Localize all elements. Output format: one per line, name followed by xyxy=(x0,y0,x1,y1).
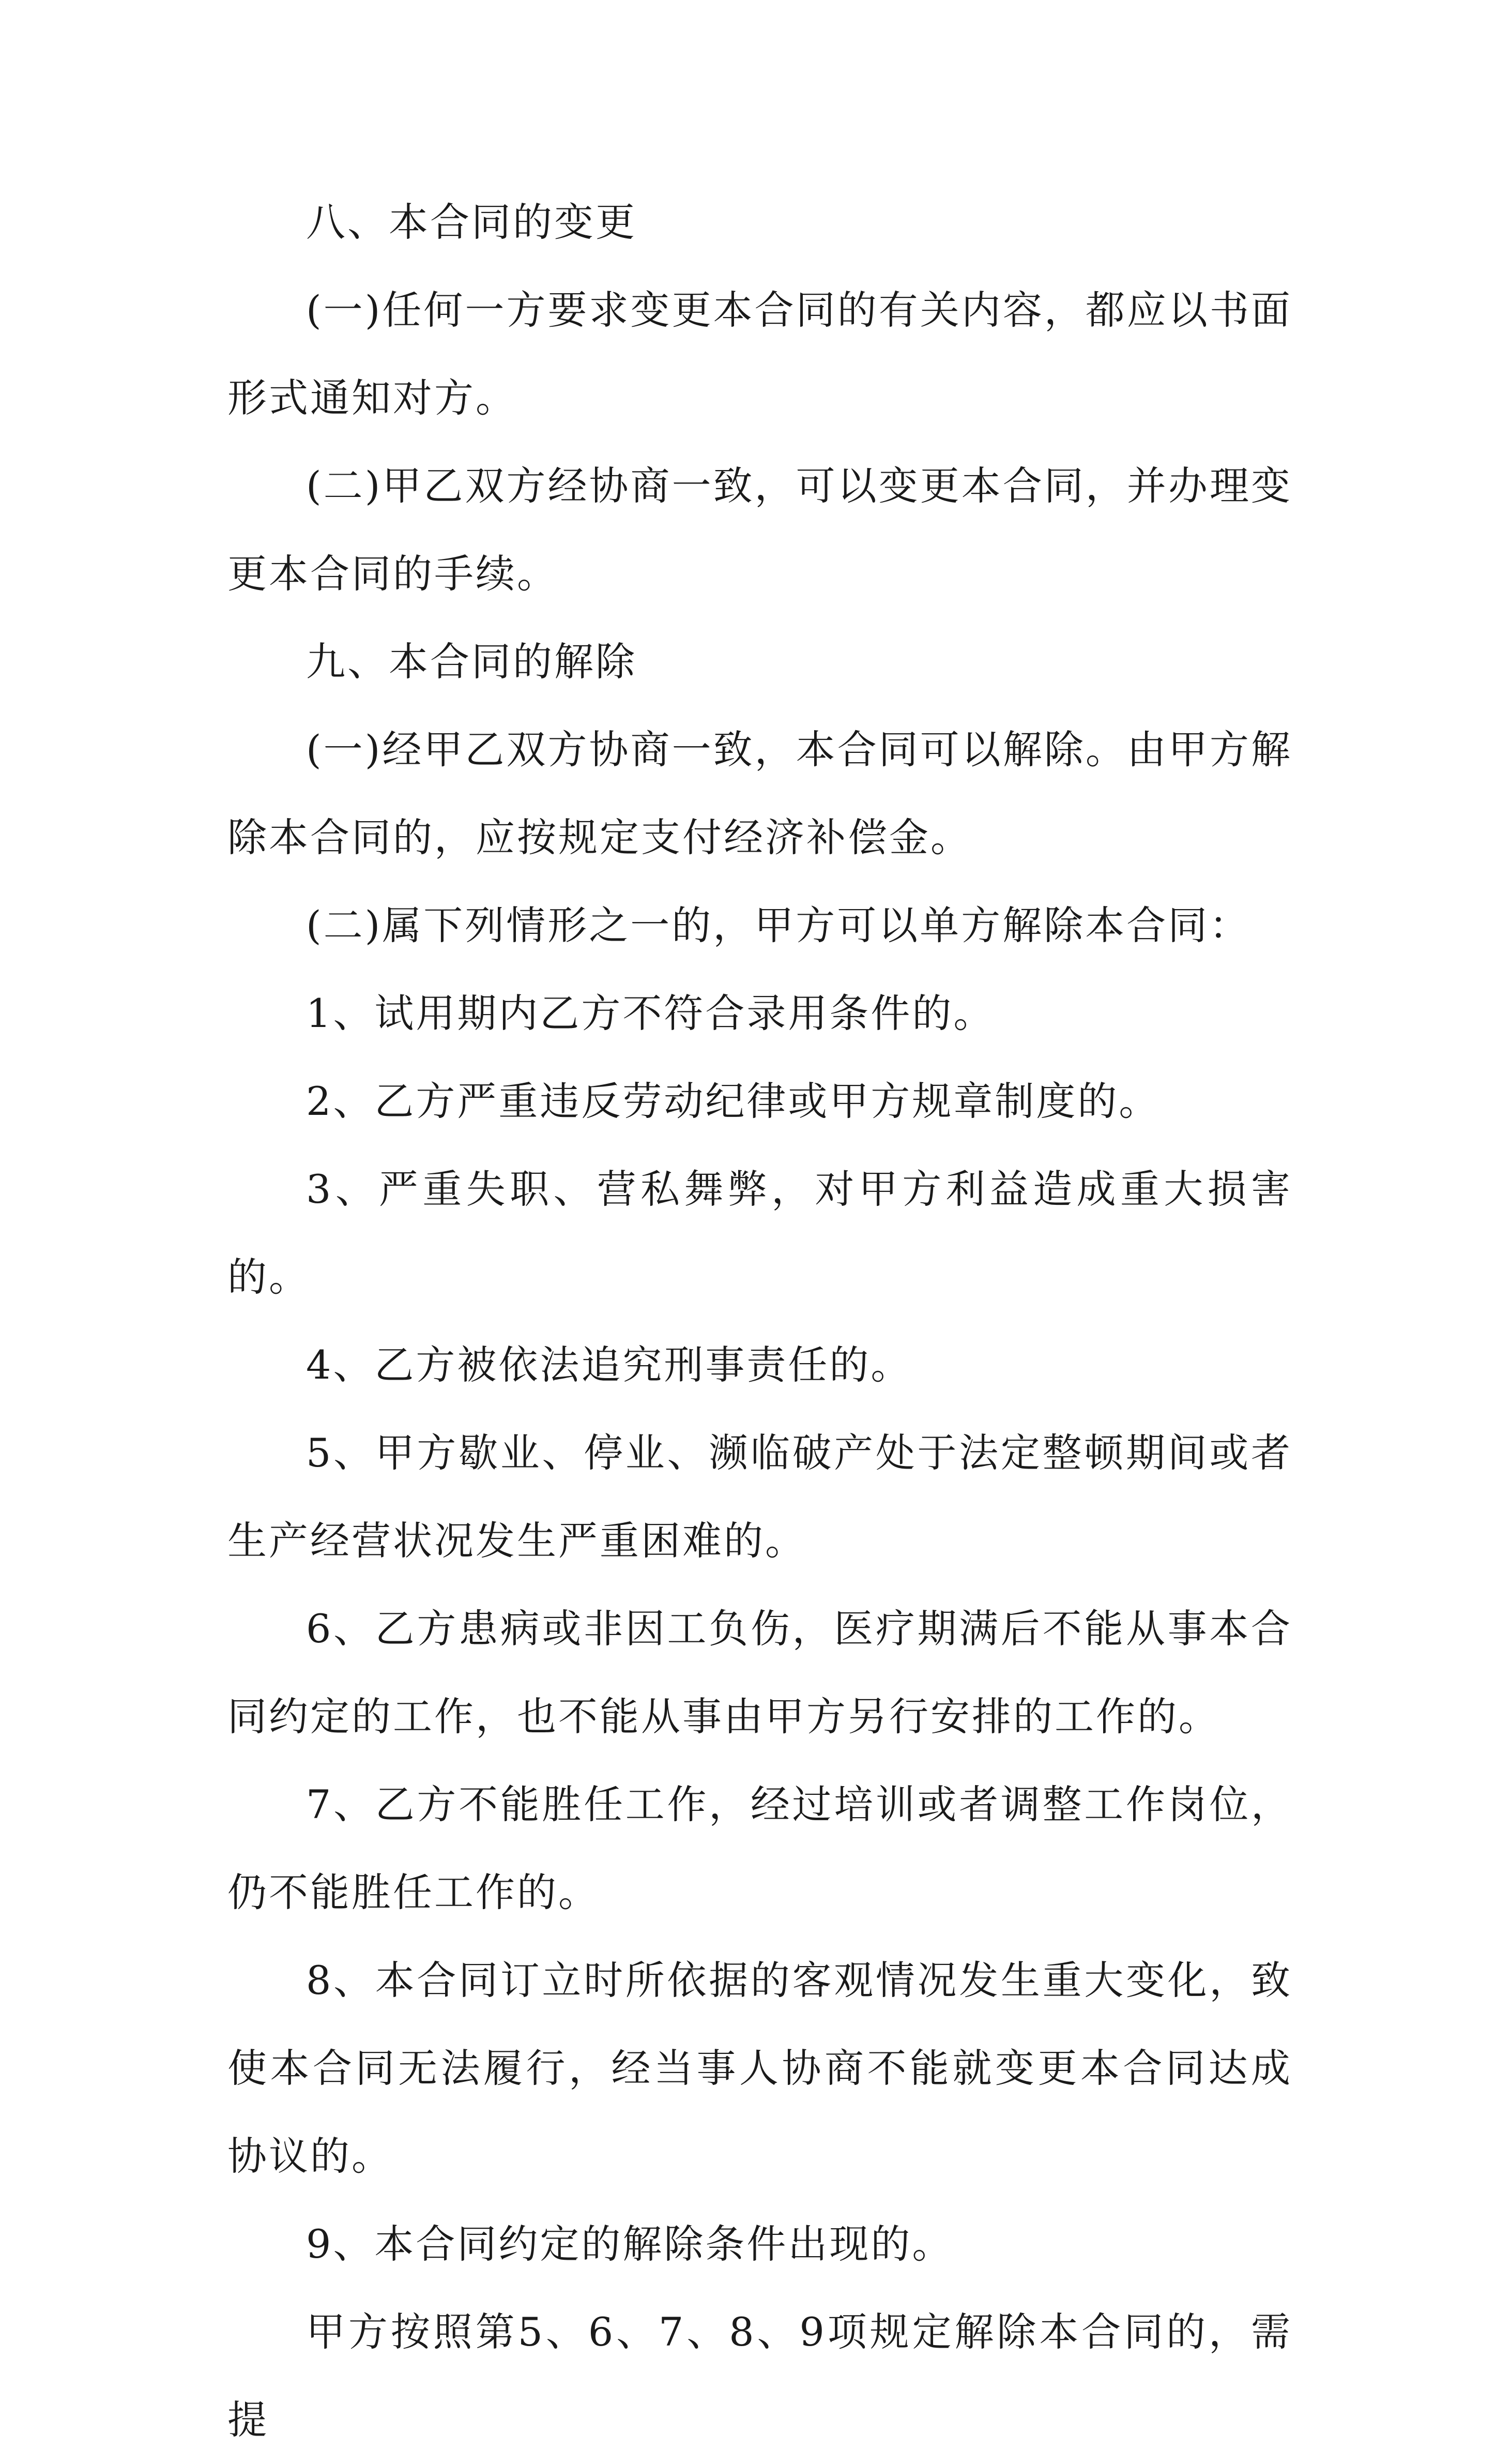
section-heading-contract-change: 八、本合同的变更 xyxy=(306,199,637,245)
list-item: 2、乙方严重违反劳动纪律或甲方规章制度的。 xyxy=(306,1078,1161,1124)
paragraph: (一)任何一方要求变更本合同的有关内容，都应以书面形式通知对方。 xyxy=(227,287,1292,421)
section-heading-contract-termination: 九、本合同的解除 xyxy=(306,639,637,685)
list-item: 3、严重失职、营私舞弊，对甲方利益造成重大损害的。 xyxy=(227,1166,1292,1300)
list-item: 6、乙方患病或非因工负伤，医疗期满后不能从事本合同约定的工作，也不能从事由甲方另行安排的工作的。 xyxy=(227,1606,1292,1740)
list-item: 7、乙方不能胜任工作，经过培训或者调整工作岗位，仍不能胜任工作的。 xyxy=(227,1781,1292,1915)
list-item: 4、乙方被依法追究刑事责任的。 xyxy=(306,1342,912,1388)
document-body xyxy=(227,178,1292,2464)
paragraph: 甲方按照第5、6、7、8、9项规定解除本合同的，需提 xyxy=(227,2309,1292,2443)
paragraph: (二)属下列情形之一的，甲方可以单方解除本合同： xyxy=(306,902,1251,948)
paragraph: (一)经甲乙双方协商一致，本合同可以解除。由甲方解除本合同的，应按规定支付经济补偿金。 xyxy=(227,727,1292,860)
list-item: 9、本合同约定的解除条件出现的。 xyxy=(306,2221,954,2267)
list-item: 1、试用期内乙方不符合录用条件的。 xyxy=(306,990,995,1036)
list-item: 8、本合同订立时所依据的客观情况发生重大变化，致使本合同无法履行，经当事人协商不能就变更本合同达成协议的。 xyxy=(227,1957,1292,2179)
list-item: 5、甲方歇业、停业、濒临破产处于法定整顿期间或者生产经营状况发生严重困难的。 xyxy=(227,1430,1292,1564)
paragraph: (二)甲乙双方经协商一致，可以变更本合同，并办理变更本合同的手续。 xyxy=(227,463,1292,597)
